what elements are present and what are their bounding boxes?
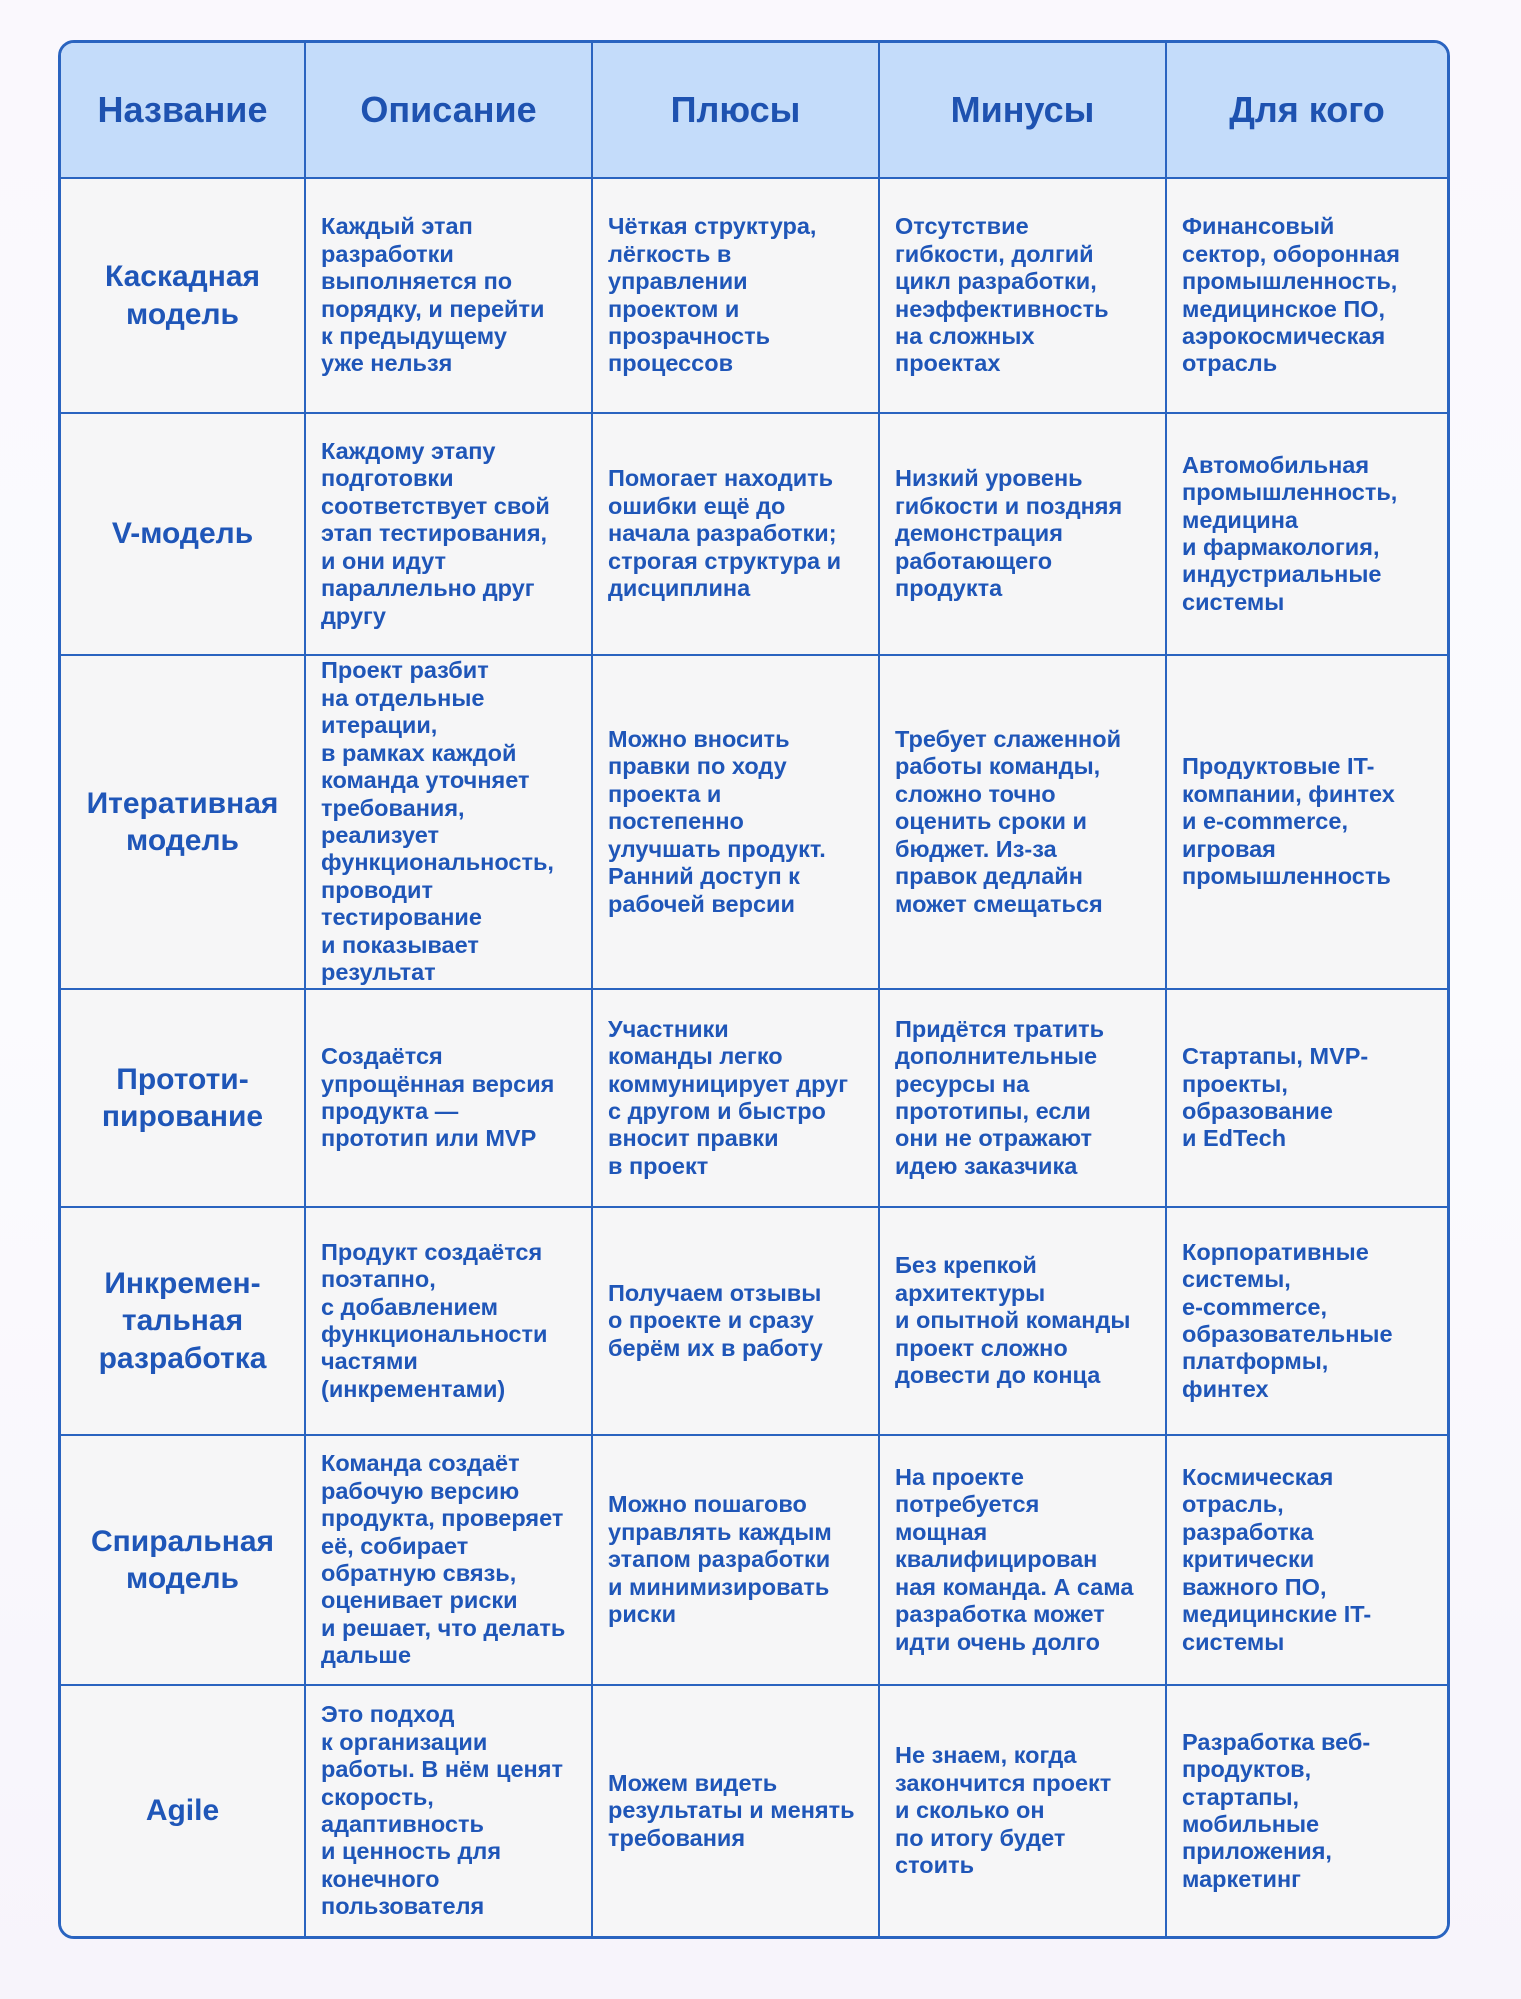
model-audience: Корпоративные системы, e-commerce, образовательные платформы, финтех <box>1166 1207 1447 1435</box>
model-cons: Придётся тратить дополнительные ресурсы на прототипы, если они не отражают идею заказчика <box>879 989 1166 1207</box>
model-audience: Продуктовые IT- компании, финтех и e-commerce, игровая промышленность <box>1166 655 1447 989</box>
model-audience: Автомобильная промышленность, медицина и фармакология, индустриальные системы <box>1166 413 1447 655</box>
comparison-table-frame <box>58 40 1450 1939</box>
model-pros: Можем видеть результаты и менять требования <box>592 1685 879 1936</box>
development-models-table <box>61 43 1447 1936</box>
table-row <box>61 413 1447 655</box>
header-name: Название <box>61 43 305 178</box>
model-cons: Не знаем, когда закончится проект и сколько он по итогу будет стоить <box>879 1685 1166 1936</box>
model-audience: Стартапы, MVP- проекты, образование и EdTech <box>1166 989 1447 1207</box>
table-row <box>61 1685 1447 1936</box>
model-pros: Можно вносить правки по ходу проекта и постепенно улучшать продукт. Ранний доступ к рабочей версии <box>592 655 879 989</box>
table-row <box>61 1207 1447 1435</box>
model-cons: Отсутствие гибкости, долгий цикл разработки, неэффективность на сложных проектах <box>879 178 1166 413</box>
model-cons: На проекте потребуется мощная квалифицирован ная команда. А сама разработка может идти очень долго <box>879 1435 1166 1685</box>
header-audience: Для кого <box>1166 43 1447 178</box>
model-name: Спиральная модель <box>61 1435 305 1685</box>
model-pros: Получаем отзывы о проекте и сразу берём их в работу <box>592 1207 879 1435</box>
model-description: Команда создаёт рабочую версию продукта, проверяет её, собирает обратную связь, оценивает риски и решает, что делать дальше <box>305 1435 592 1685</box>
model-pros: Можно пошагово управлять каждым этапом разработки и минимизировать риски <box>592 1435 879 1685</box>
model-audience: Космическая отрасль, разработка критически важного ПО, медицинские IT- системы <box>1166 1435 1447 1685</box>
model-pros: Чёткая структура, лёгкость в управлении проектом и прозрачность процессов <box>592 178 879 413</box>
table-row <box>61 1435 1447 1685</box>
header-pros: Плюсы <box>592 43 879 178</box>
table-row <box>61 655 1447 989</box>
model-name: Каскадная модель <box>61 178 305 413</box>
model-name: V-модель <box>61 413 305 655</box>
model-description: Каждый этап разработки выполняется по порядку, и перейти к предыдущему уже нельзя <box>305 178 592 413</box>
model-audience: Разработка веб- продуктов, стартапы, мобильные приложения, маркетинг <box>1166 1685 1447 1936</box>
table-row <box>61 178 1447 413</box>
model-description: Создаётся упрощённая версия продукта — прототип или MVP <box>305 989 592 1207</box>
model-name: Прототи- пирование <box>61 989 305 1207</box>
header-cons: Минусы <box>879 43 1166 178</box>
table-row <box>61 989 1447 1207</box>
model-name: Инкремен- тальная разработка <box>61 1207 305 1435</box>
model-audience: Финансовый сектор, оборонная промышленность, медицинское ПО, аэрокосмическая отрасль <box>1166 178 1447 413</box>
model-description: Каждому этапу подготовки соответствует свой этап тестирования, и они идут параллельно друг другу <box>305 413 592 655</box>
header-description: Описание <box>305 43 592 178</box>
model-name: Agile <box>61 1685 305 1936</box>
model-description: Проект разбит на отдельные итерации, в рамках каждой команда уточняет требования, реализует функциональность, проводит тестирование и показывает результат <box>305 655 592 989</box>
model-description: Это подход к организации работы. В нём ценят скорость, адаптивность и ценность для конечного пользователя <box>305 1685 592 1936</box>
model-description: Продукт создаётся поэтапно, с добавлением функциональности частями (инкрементами) <box>305 1207 592 1435</box>
model-pros: Помогает находить ошибки ещё до начала разработки; строгая структура и дисциплина <box>592 413 879 655</box>
table-header-row <box>61 43 1447 178</box>
model-cons: Требует слаженной работы команды, сложно точно оценить сроки и бюджет. Из-за правок дедлайн может смещаться <box>879 655 1166 989</box>
model-pros: Участники команды легко коммуницирует друг с другом и быстро вносит правки в проект <box>592 989 879 1207</box>
model-cons: Без крепкой архитектуры и опытной команды проект сложно довести до конца <box>879 1207 1166 1435</box>
model-name: Итеративная модель <box>61 655 305 989</box>
model-cons: Низкий уровень гибкости и поздняя демонстрация работающего продукта <box>879 413 1166 655</box>
